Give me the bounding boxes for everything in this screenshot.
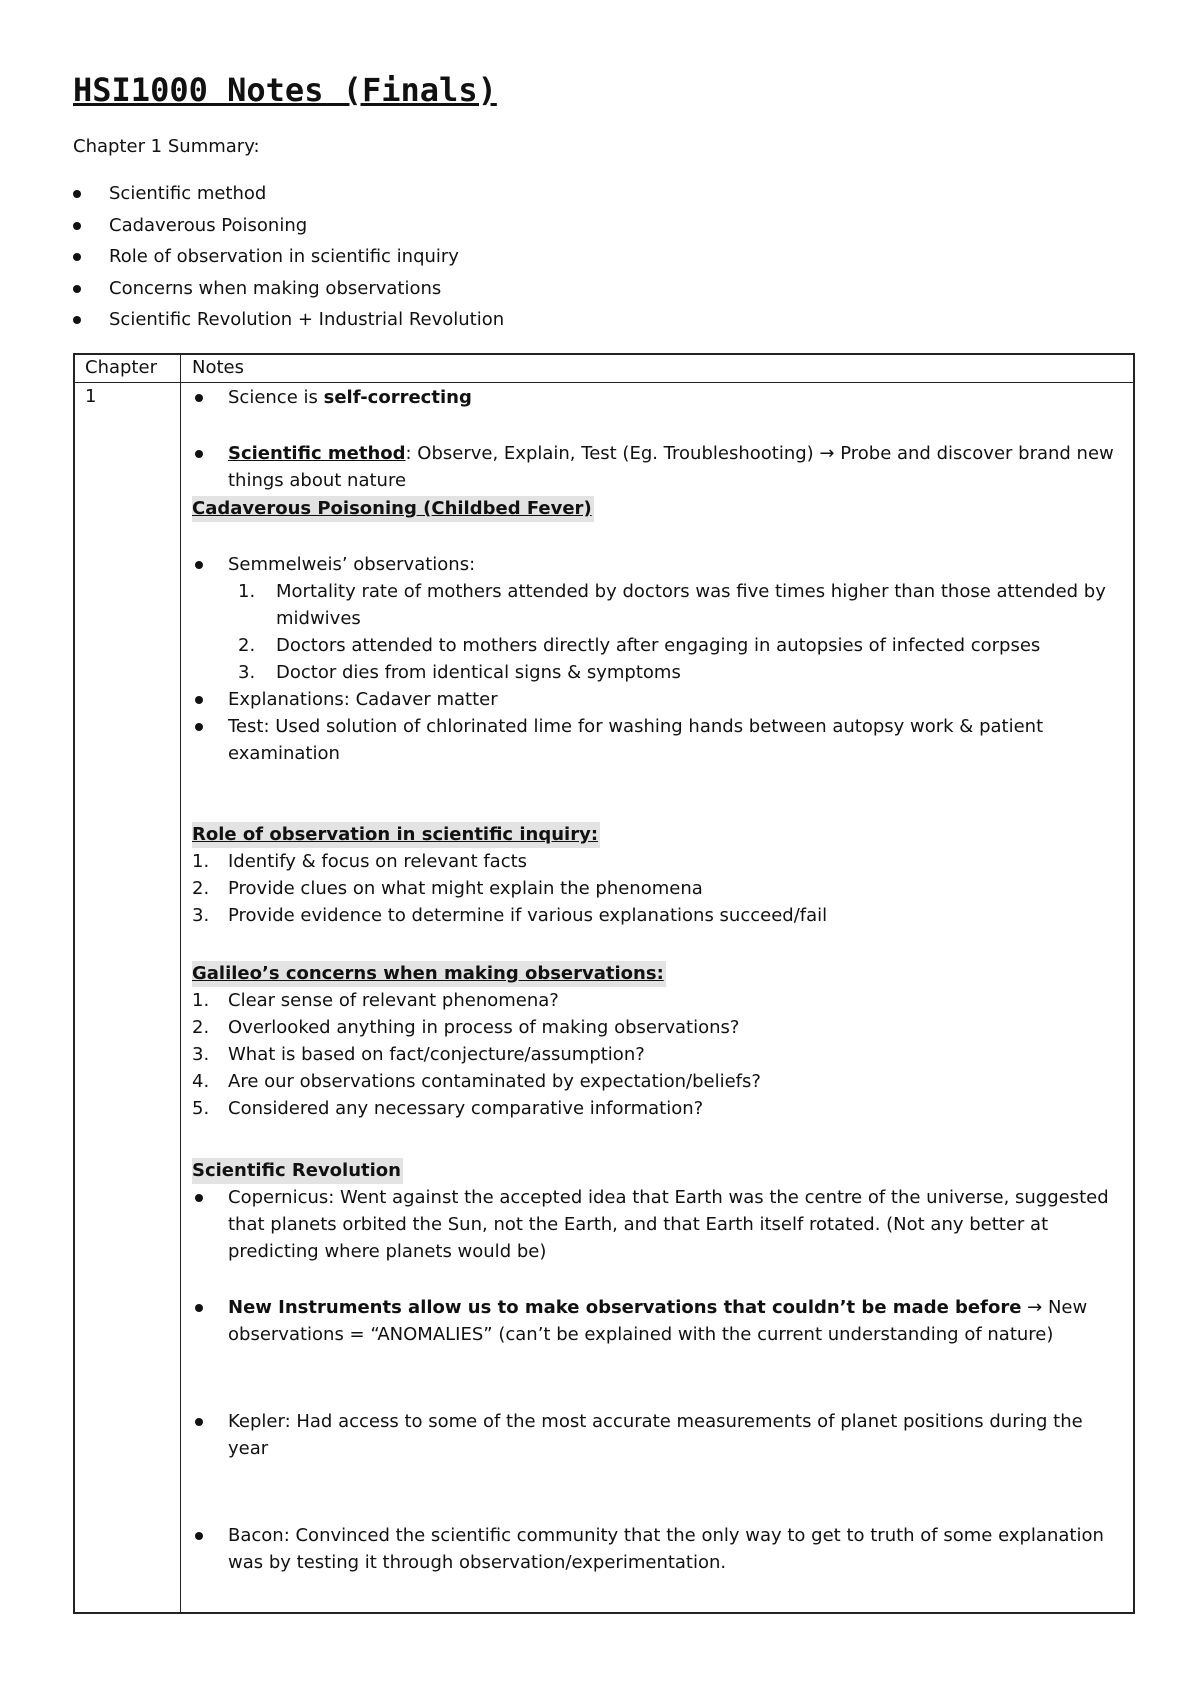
numbered-item: 1. Clear sense of relevant phenomena? — [192, 990, 559, 1011]
document-title: HSI1000 Notes (Finals) — [73, 71, 497, 109]
bullet-icon — [73, 253, 81, 261]
revolution-section — [192, 1157, 1123, 1576]
bullet-icon — [195, 1194, 203, 1202]
numbered-item: 1. Identify & focus on relevant facts — [192, 851, 528, 872]
section-heading: Galileo’s concerns when making observations: — [192, 961, 666, 987]
chapter-number: 1 — [85, 386, 97, 407]
bullet-icon — [195, 561, 203, 569]
numbered-item: 3. What is based on fact/conjecture/assumption? — [192, 1044, 645, 1065]
bullet-self-correcting: Science is self-correcting — [192, 384, 1123, 411]
summary-heading: Chapter 1 Summary: — [73, 136, 260, 157]
numbered-item: 5. Considered any necessary comparative information? — [192, 1098, 704, 1119]
bullet-icon — [195, 394, 203, 402]
bullet-scientific-method: Scientific method: Observe, Explain, Test (Eg. Troubleshooting) → Probe and discover brand new things about nature — [192, 440, 1123, 494]
bullet-icon — [73, 285, 81, 293]
list-item: Scientific method — [73, 181, 504, 213]
bullet-icon — [195, 723, 203, 731]
notes-table — [73, 353, 1135, 1614]
bullet-bacon: Bacon: Convinced the scientific community that the only way to get to truth of some explanation was by testing it through observation/experimentation. — [192, 1522, 1123, 1576]
numbered-item: 1. Mortality rate of mothers attended by doctors was five times higher than those attended by midwives — [238, 581, 1106, 629]
list-item: Role of observation in scientific inquiry — [73, 244, 504, 276]
bullet-icon — [195, 450, 203, 458]
column-divider — [180, 355, 181, 1612]
bullet-icon — [73, 190, 81, 198]
summary-list — [73, 181, 504, 339]
bullet-icon — [73, 316, 81, 324]
numbered-item: 2. Overlooked anything in process of making observations? — [192, 1017, 740, 1038]
header-notes: Notes — [192, 357, 244, 378]
numbered-item: 3. Doctor dies from identical signs & symptoms — [238, 662, 681, 683]
bullet-semmelweis: Semmelweis’ observations: — [192, 551, 1123, 578]
intro-block — [192, 384, 1123, 494]
bullet-icon — [73, 222, 81, 230]
bullet-icon — [195, 1304, 203, 1312]
bullet-kepler: Kepler: Had access to some of the most accurate measurements of planet positions during the year — [192, 1408, 1123, 1462]
header-chapter: Chapter — [85, 357, 157, 378]
bullet-icon — [195, 1418, 203, 1426]
numbered-item: 2. Provide clues on what might explain the phenomena — [192, 878, 703, 899]
numbered-item: 2. Doctors attended to mothers directly after engaging in autopsies of infected corpses — [238, 635, 1041, 656]
section-heading: Scientific Revolution — [192, 1158, 403, 1184]
bullet-icon — [195, 696, 203, 704]
bullet-test: Test: Used solution of chlorinated lime for washing hands between autopsy work & patient examination — [192, 713, 1123, 767]
list-item: Scientific Revolution + Industrial Revolution — [73, 307, 504, 339]
list-item: Concerns when making observations — [73, 276, 504, 308]
section-heading: Cadaverous Poisoning (Childbed Fever) — [192, 496, 594, 522]
bullet-new-instruments: New Instruments allow us to make observations that couldn’t be made before → New observations = “ANOMALIES” (can’t be explained with the current understanding of nature) — [192, 1294, 1123, 1348]
bullet-copernicus: Copernicus: Went against the accepted idea that Earth was the centre of the universe, suggested that planets orbited the Sun, not the Earth, and that Earth itself rotated. (Not any better at predicting where planets would be) — [192, 1184, 1123, 1265]
galileo-section — [192, 960, 1123, 1122]
numbered-item: 3. Provide evidence to determine if various explanations succeed/fail — [192, 905, 828, 926]
role-section — [192, 821, 1123, 929]
list-item: Cadaverous Poisoning — [73, 213, 504, 245]
numbered-item: 4. Are our observations contaminated by expectation/beliefs? — [192, 1071, 761, 1092]
bullet-explanations: Explanations: Cadaver matter — [192, 686, 1123, 713]
cadaverous-section — [192, 495, 1123, 767]
header-divider — [75, 382, 1133, 383]
bullet-icon — [195, 1532, 203, 1540]
section-heading: Role of observation in scientific inquiry: — [192, 822, 600, 848]
